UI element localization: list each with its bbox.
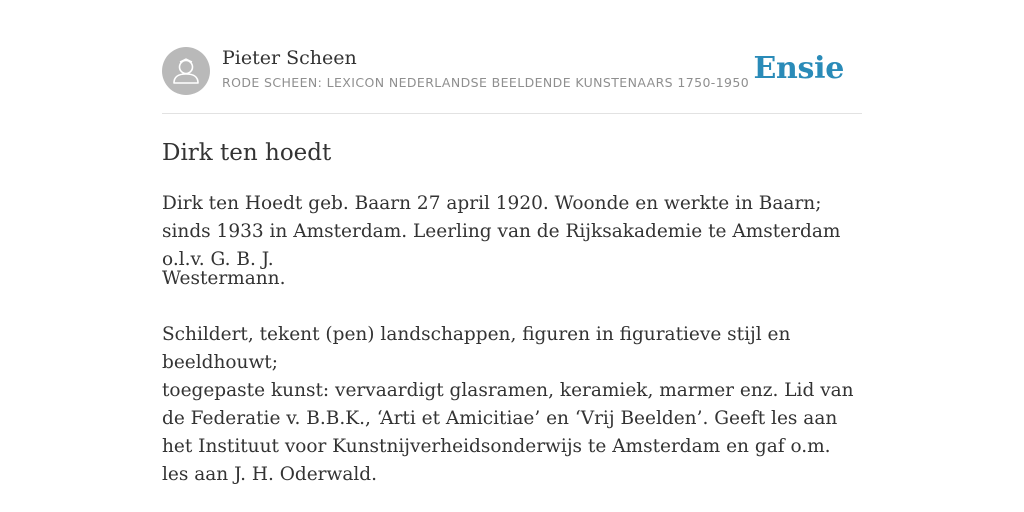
article-paragraph: toegepaste kunst: vervaardigt glasramen, keramiek, marmer enz. Lid van de Federatie v. B.B.K., ‘Arti et Amicitiae’ en ‘Vrij Beelden’. Geeft les aan het Instituut voor Kunstnijverheidsonderwijs te Amsterdam en gaf o.m. les aan J. H. Oderwald. (162, 380, 854, 485)
article-paragraph: Dirk ten Hoedt geb. Baarn 27 april 1920. Woonde en werkte in Baarn; sinds 1933 in Amsterdam. Leerling van de Rijksakademie te Amsterdam o.l.v. G. B. J. (162, 193, 841, 270)
source-title[interactable]: RODE SCHEEN: LEXICON NEDERLANDSE BEELDENDE KUNSTENAARS 1750-1950 (222, 75, 750, 90)
user-icon (162, 47, 210, 95)
article-paragraph: Westermann. (162, 268, 286, 289)
article-header (162, 0, 862, 114)
author-name[interactable]: Pieter Scheen (222, 47, 357, 69)
article-title: Dirk ten hoedt (162, 140, 332, 166)
avatar[interactable] (162, 47, 210, 95)
article-paragraph: Schildert, tekent (pen) landschappen, figuren in figuratieve stijl en beeldhouwt; (162, 324, 791, 373)
brand-logo[interactable]: Ensie (753, 51, 844, 86)
page-container (162, 0, 862, 485)
